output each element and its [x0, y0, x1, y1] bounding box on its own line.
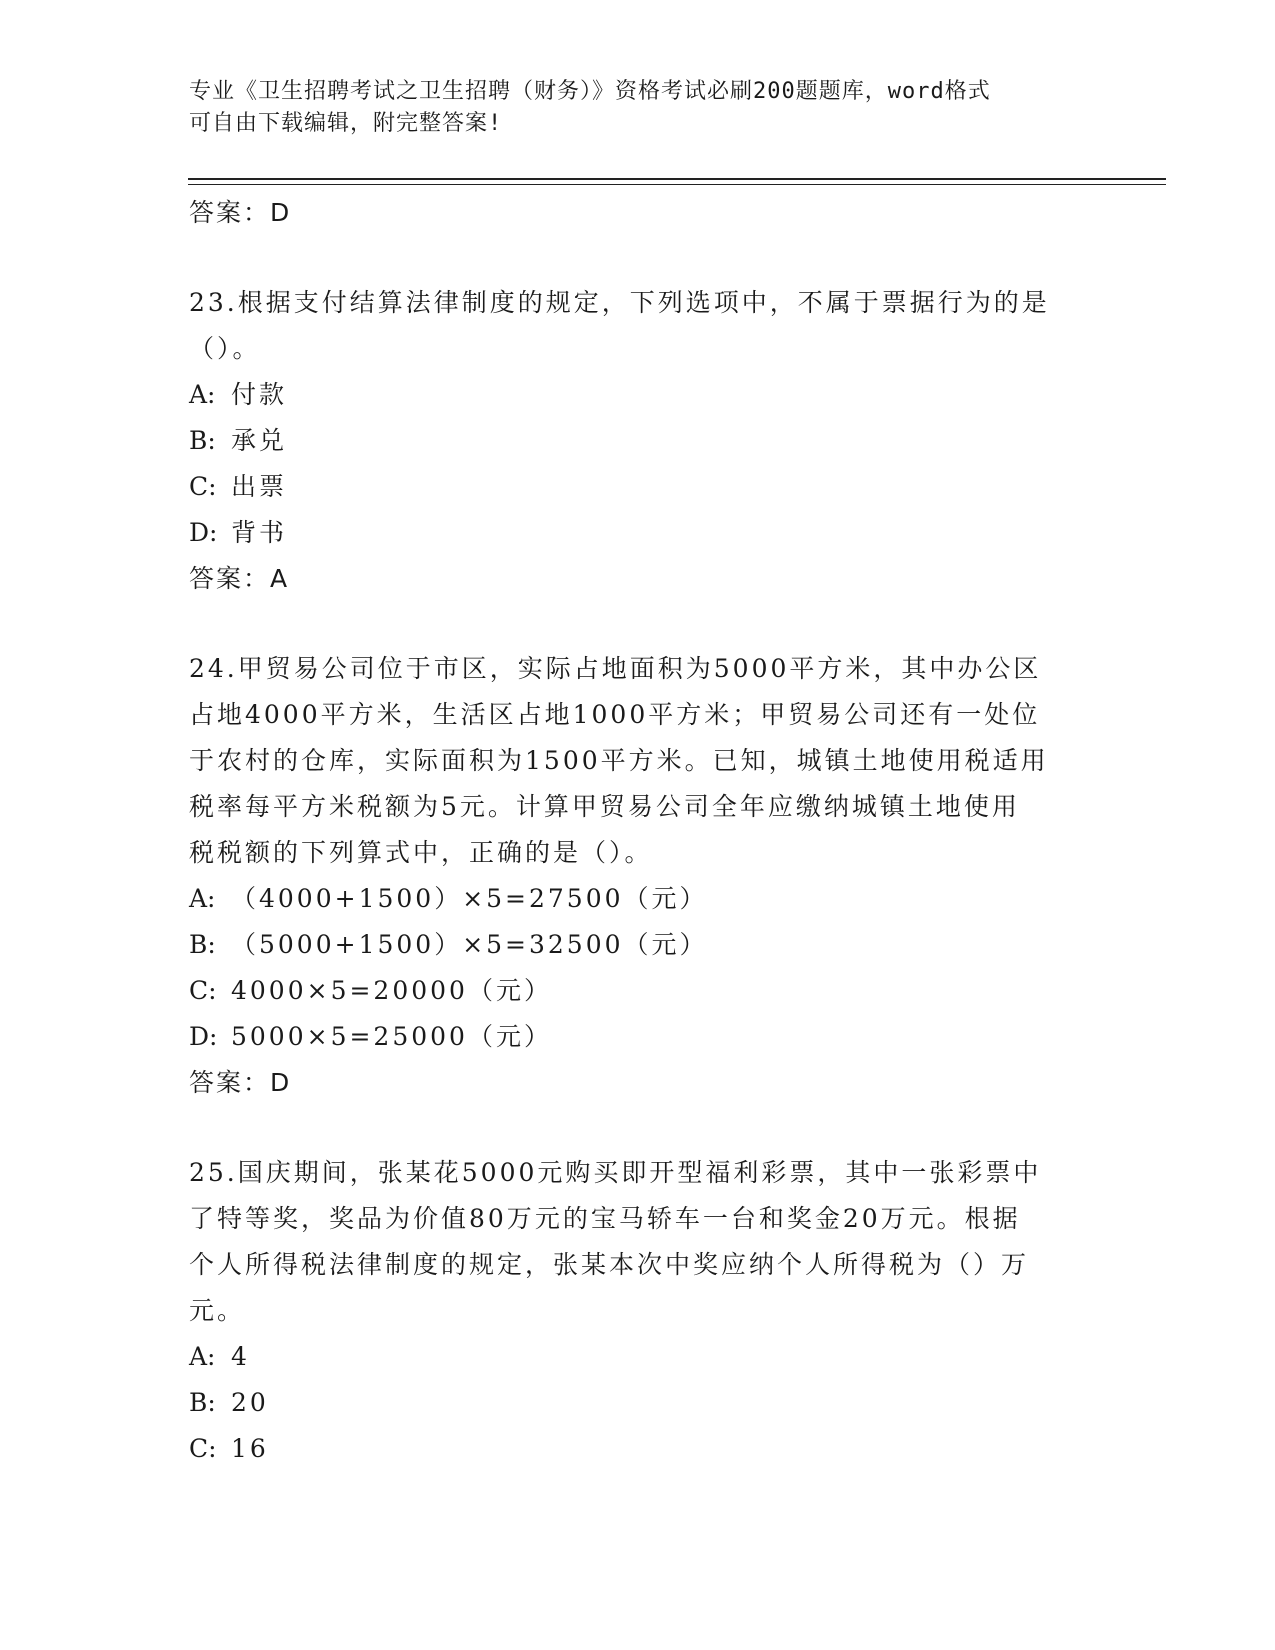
header-line-1: 专业《卫生招聘考试之卫生招聘（财务）》资格考试必刷200题题库，word格式 — [189, 79, 991, 104]
option-label: B: — [189, 426, 216, 455]
option-d[interactable] — [189, 510, 1089, 556]
option-c[interactable] — [189, 968, 1089, 1014]
option-c[interactable] — [189, 1426, 1089, 1472]
option-c[interactable] — [189, 464, 1089, 510]
option-text: 16 — [231, 1434, 269, 1463]
question-25 — [189, 1150, 1089, 1472]
question-text-line: 个人所得税法律制度的规定，张某本次中奖应纳个人所得税为（）万 — [189, 1250, 1030, 1279]
question-23 — [189, 280, 1089, 602]
option-text: （5000+1500）×5=32500（元） — [231, 930, 708, 959]
answer: 答案：A — [189, 564, 290, 593]
option-label: B: — [189, 1388, 216, 1417]
question-text-line: （）。 — [189, 334, 261, 363]
option-label: B: — [189, 930, 216, 959]
option-text: 付款 — [231, 380, 288, 409]
option-text: 20 — [231, 1388, 269, 1417]
option-text: 出票 — [231, 472, 288, 501]
option-label: A: — [189, 884, 216, 913]
header-line-2: 可自由下载编辑，附完整答案! — [189, 111, 503, 136]
header-divider — [188, 178, 1166, 180]
option-a[interactable] — [189, 372, 1089, 418]
option-text: 承兑 — [231, 426, 288, 455]
option-text: 4 — [231, 1342, 250, 1371]
option-b[interactable] — [189, 922, 1089, 968]
spacer — [189, 602, 1089, 646]
header-divider-thin — [188, 184, 1166, 185]
question-text-line: 23.根据支付结算法律制度的规定，下列选项中，不属于票据行为的是 — [189, 288, 1050, 317]
option-label: C: — [189, 472, 217, 501]
question-24 — [189, 646, 1089, 1106]
question-text-line: 占地4000平方米，生活区占地1000平方米；甲贸易公司还有一处位 — [189, 700, 1041, 729]
option-label: A: — [189, 380, 216, 409]
spacer — [189, 236, 1089, 280]
option-d[interactable] — [189, 1014, 1089, 1060]
option-text: 5000×5=25000（元） — [231, 1022, 552, 1051]
option-label: A: — [189, 1342, 216, 1371]
question-text-line: 24.甲贸易公司位于市区，实际占地面积为5000平方米，其中办公区 — [189, 654, 1042, 683]
question-text-line: 25.国庆期间，张某花5000元购买即开型福利彩票，其中一张彩票中 — [189, 1158, 1042, 1187]
question-text-line: 税税额的下列算式中，正确的是（）。 — [189, 838, 653, 867]
question-content — [189, 190, 1089, 1472]
question-text-line: 了特等奖，奖品为价值80万元的宝马轿车一台和奖金20万元。根据 — [189, 1204, 1021, 1233]
question-text-line: 于农村的仓库，实际面积为1500平方米。已知，城镇土地使用税适用 — [189, 746, 1049, 775]
option-a[interactable] — [189, 876, 1089, 922]
option-b[interactable] — [189, 418, 1089, 464]
option-a[interactable] — [189, 1334, 1089, 1380]
option-label: C: — [189, 976, 217, 1005]
option-text: （4000+1500）×5=27500（元） — [231, 884, 708, 913]
previous-answer: 答案：D — [189, 198, 292, 227]
question-text-line: 元。 — [189, 1296, 246, 1325]
question-text-line: 税率每平方米税额为5元。计算甲贸易公司全年应缴纳城镇土地使用 — [189, 792, 1020, 821]
option-label: C: — [189, 1434, 217, 1463]
option-text: 4000×5=20000（元） — [231, 976, 552, 1005]
option-b[interactable] — [189, 1380, 1089, 1426]
document-header — [189, 76, 1089, 140]
option-label: D: — [189, 518, 218, 547]
option-text: 背书 — [231, 518, 288, 547]
spacer — [189, 1106, 1089, 1150]
option-label: D: — [189, 1022, 218, 1051]
answer: 答案：D — [189, 1068, 292, 1097]
